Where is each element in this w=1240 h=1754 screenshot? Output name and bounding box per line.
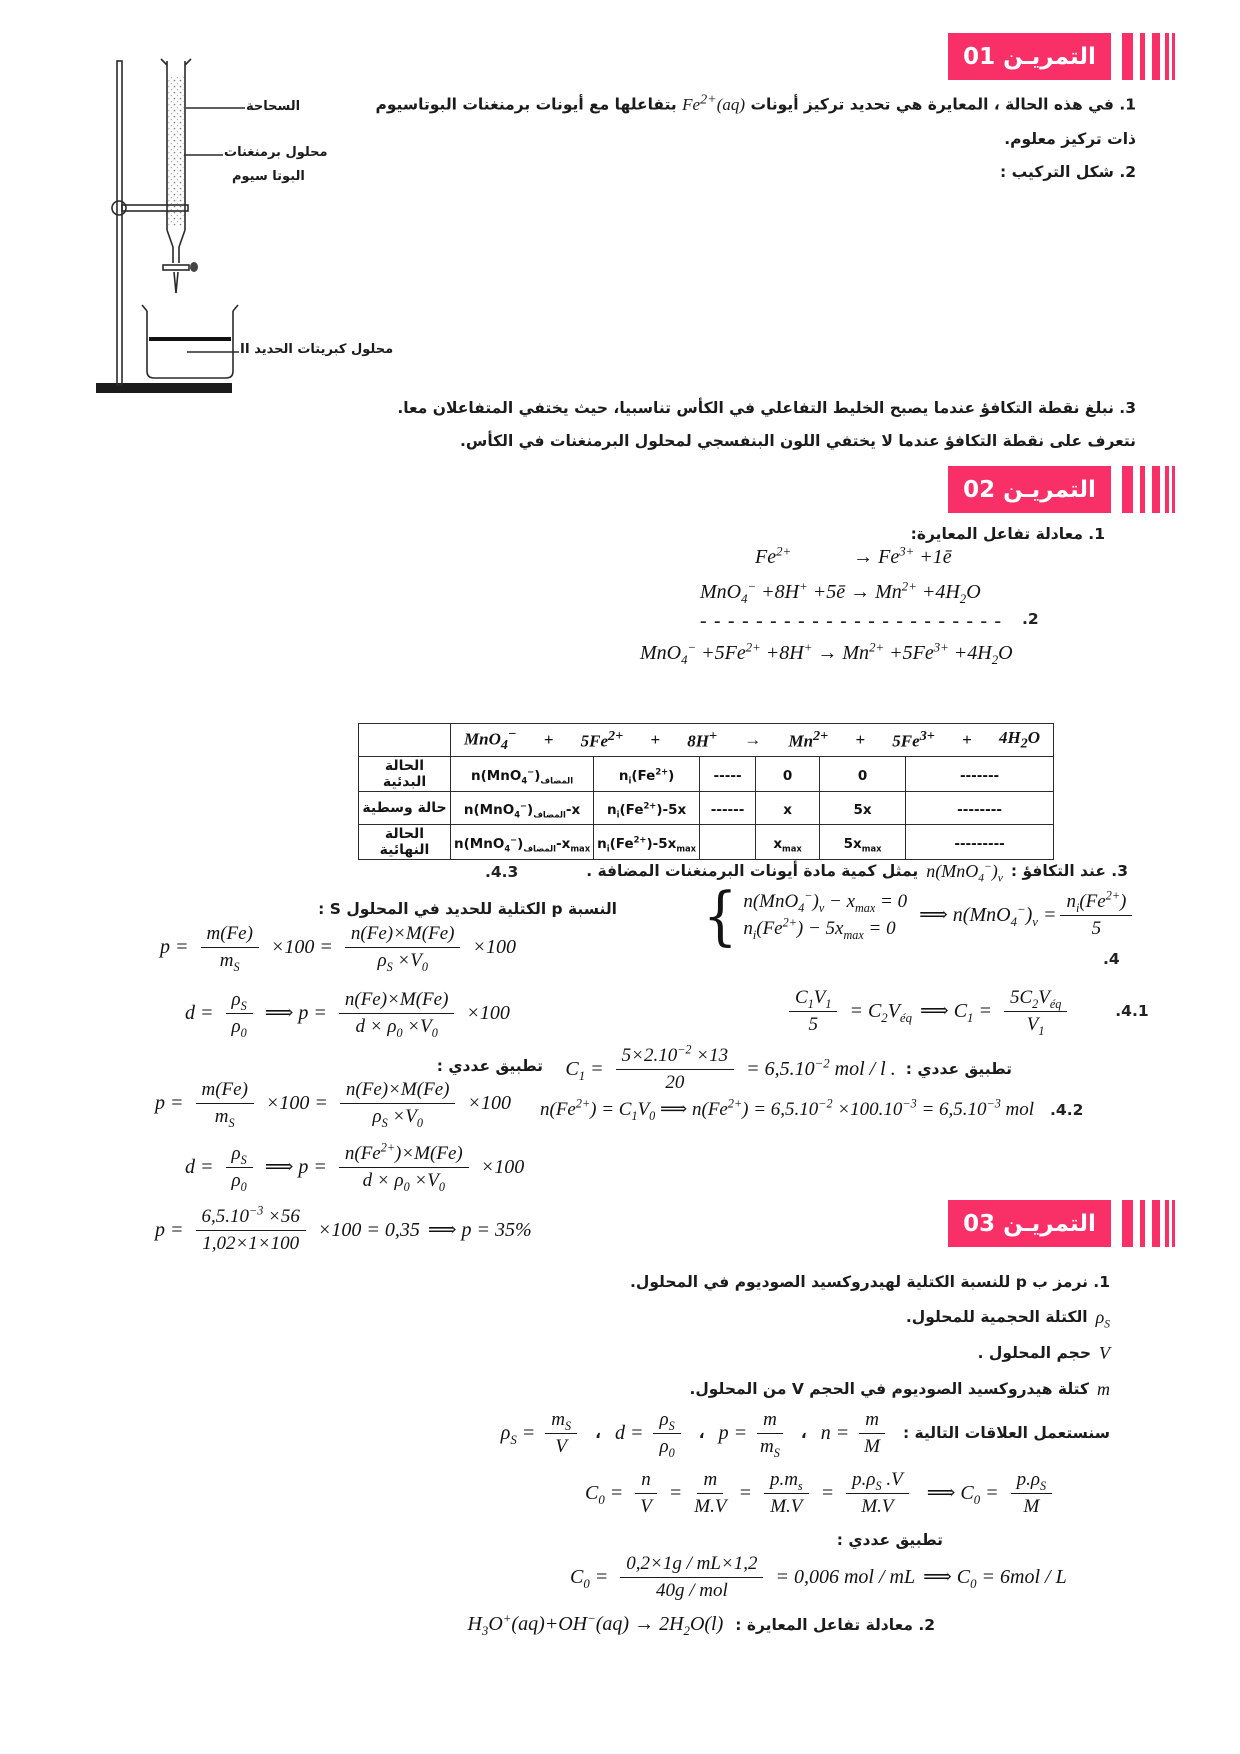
ex3-answer-2: 2. معادلة تفاعل المعايرة : $H_3O^+(aq)+OH^-(aq) \to 2H_2O(l)$ <box>467 1611 935 1638</box>
burette-liquid <box>169 77 184 227</box>
table-corner-cell <box>359 724 451 757</box>
formula-4-2: $n(Fe^{2+}) = C_1V_0$ ⟹ $n(Fe^{2+}) = 6,5.10^{-2} \times 100.10^{-3} = 6,5.10^{-3}$ mol .4.2 <box>540 1096 1084 1123</box>
p-numeric-result: p = $\frac{6,5.10^{-3} \times 56}{1,02\times 1\times 100}$ ×100 = 0,35 ⟹ p = 35% <box>155 1203 532 1254</box>
d-formula-2: d = $\frac{\rho_S}{\rho_0}$ ⟹ p = $\frac{n(Fe^{2+})\times M(Fe)}{d \times \rho_0 \times V_0}$ ×100 <box>185 1140 525 1194</box>
ex1-answer-3-line1: 3. نبلغ نقطة التكافؤ عندما يصبح الخليط التفاعلي في الكأس تناسبيا، حيث يختفي المتفاعلان معا. <box>397 399 1136 417</box>
burette-label: السحاحة <box>246 99 301 114</box>
relation-p: p = $\frac{m}{m_S}$ <box>719 1408 787 1459</box>
formula-4-1: $\frac{C_1V_1}{5}$ = $C_2V_{éq}$ ⟹ $C_1$ = $\frac{5C_2V_{éq}}{V_1}$ .4.1 <box>785 986 1149 1037</box>
stand-rod <box>117 61 122 385</box>
ex3-volume-definition: V حجم المحلول . <box>977 1343 1110 1363</box>
exercise-01-banner-title: التمريـن 01 <box>963 43 1096 70</box>
reaction-progress-table <box>358 723 1054 860</box>
relation-d: d = $\frac{\rho_S}{\rho_0}$ <box>615 1408 685 1459</box>
permanganate-label-line1: محلول برمنغنات <box>224 145 328 160</box>
ex2-answer-3: 3. عند التكافؤ : $n(MnO_4^-)_v$ يمثل كمية مادة أيونات البرمنغنات المضافة . <box>586 861 1128 885</box>
overall-equation: $MnO_4^- +5Fe^{2+} +8H^+ \to Mn^{2+} +5Fe^{3+} +4H_2O$ <box>640 640 1013 667</box>
exercise-02-banner-title: التمريـن 02 <box>963 476 1096 503</box>
c0-derivation-chain: $C_0$ = $\frac{n}{V}$ = $\frac{m}{M.V}$ = $\frac{p.m_s}{M.V}$ = $\frac{p.\rho_S .V}{M.V}$ ⟹ $C_0$ = $\frac{p.\rho_S}{M}$ <box>585 1468 1056 1519</box>
burette-tip <box>174 272 178 293</box>
p-formula-1: p = $\frac{m(Fe)}{m_S}$ ×100 = $\frac{n(Fe)\times M(Fe)}{\rho_S \times V_0}$ ×100 <box>160 923 516 974</box>
formula-4-1-application: تطبيق عددي : $C_1$ = $\frac{5\times 2.10^{-2} \times 13}{20}$ = $6,5.10^{-2}$ mol / l . <box>565 1042 1012 1093</box>
ex2-marker-4-3: .4.3 <box>485 863 519 881</box>
relation-rho: $\rho_S$ = $\frac{m_S}{V}$ <box>501 1408 581 1459</box>
exercise-02-banner <box>948 466 1175 513</box>
table-row-final: الحالة النهائية $n(MnO_4^-)_{المضاف}-x_{max}$ $n_i(Fe^{2+})-5x_{max}$ $x_{max}$ $5x_{max}$ --------- <box>359 825 1054 860</box>
ex2-marker-4-2: .4.2 <box>1050 1100 1084 1119</box>
ex1-answers-block <box>350 84 1136 188</box>
beaker <box>142 305 238 378</box>
exercise-03-banner <box>948 1200 1175 1247</box>
equation-separator-dashes: – – – – – – – – – – – – – – – – – – – – – – <box>700 615 1003 630</box>
burette <box>161 59 198 293</box>
ex2-marker-4-1: .4.1 <box>1115 1002 1149 1021</box>
ex1-answer-3-line2: نتعرف على نقطة التكافؤ عندما لا يختفي اللون البنفسجي لمحلول البرمنغنات في الكأس. <box>460 431 1136 450</box>
ex1-answer-3 <box>350 392 1136 458</box>
ex2-marker-4: .4 <box>1103 950 1120 968</box>
relation-n: n = $\frac{m}{M}$ <box>821 1408 889 1459</box>
banner-stripes <box>1122 33 1175 80</box>
equivalence-system: { $n(MnO_4^-)_v - x_{max} = 0$ $n_i(Fe^{2+}) - 5x_{max} = 0$ ⟹ $n(MnO_4^-)_v$ = $\frac{n_i(Fe^{2+})}{5}$ <box>703 884 1136 947</box>
ex2-question-2-marker: .2 <box>1022 610 1039 628</box>
exercise-02-banner-box <box>948 466 1111 513</box>
iron-solution-label: محلول كبريتات الحديد II <box>240 342 394 357</box>
c0-numeric-result: $C_0$ = $\frac{0,2\times 1g / mL\times 1,2}{\text{40g / mol}}$ = 0,006 mol / mL ⟹ $C_0 = 6mol / L$ <box>570 1553 1067 1601</box>
fe2-aq-math: $Fe^{2+}(aq)$ <box>682 91 746 114</box>
table-row-initial: الحالة البدئية $n(MnO_4^-)_{المضاف}$ $n_i(Fe^{2+})$ ----- 0 0 ------- <box>359 757 1054 792</box>
ex3-relations-line: سنستعمل العلاقات التالية : n = $\frac{m}{M}$ ، p = $\frac{m}{m_S}$ ، d = $\frac{\rho_S}{\rho_0}$ ، $\rho_S$ = $\frac{m_S}{V}$ <box>500 1409 1110 1460</box>
ex3-rho-definition: $\rho_S$ الكتلة الحجمية للمحلول. <box>905 1307 1110 1331</box>
half-reaction-reduction: MnO$_4$− +8H+ +5ē → $Mn^{2+} +4H_2O$ <box>700 579 981 606</box>
ex3-numeric-application-label: تطبيق عددي : <box>836 1531 943 1549</box>
stopcock <box>163 262 198 272</box>
exercise-03-banner-title: التمريـن 03 <box>963 1210 1096 1237</box>
exercise-03-banner-box <box>948 1200 1111 1247</box>
permanganate-label-line2: البوتا سيوم <box>232 169 305 184</box>
ex1-answer-1: 1. في هذه الحالة ، المعايرة هي تحديد تركيز أيونات $Fe^{2+}(aq)$ بتفاعلها مع أيونات برمنغنات البوتاسيوم ذات تركيز معلوم. <box>375 91 1136 148</box>
d-formula-1: d = $\frac{\rho_S}{\rho_0}$ ⟹ p = $\frac{n(Fe)\times M(Fe)}{d \times \rho_0 \times V_0}$ ×100 <box>185 989 510 1040</box>
ex2-numeric-application-label: تطبيق عددي : <box>436 1057 543 1075</box>
half-reaction-oxidation: $Fe^{2+}$ → $Fe^{3+}$ +1ē <box>755 544 952 568</box>
ex3-mass-definition: m كتلة هيدروكسيد الصوديوم في الحجم V من المحلول. <box>689 1379 1110 1399</box>
banner-stripes <box>1122 466 1175 513</box>
table-header-row <box>359 724 1054 757</box>
table-equation-header: MnO$_4$− + $5Fe^{2+}$ + 8H+ → $Mn^{2+}$ + $5Fe^{3+}$ + $4H_2O$ <box>451 724 1054 757</box>
p-formula-2: p = $\frac{m(Fe)}{m_S}$ ×100 = $\frac{n(Fe)\times M(Fe)}{\rho_S \times V_0}$ ×100 <box>155 1079 511 1130</box>
ex1-answer-2: 2. شكل التركيب : <box>999 162 1136 181</box>
system-brace: { <box>703 878 738 953</box>
ex2-4-3-title: النسبة p الكتلية للحديد في المحلول S : <box>318 900 617 918</box>
exercise-01-banner-box <box>948 33 1111 80</box>
table-row-intermediate: حالة وسطية $n(MnO_4^-)_{المضاف}-x$ $n_i(Fe^{2+})-5x$ ------ x 5x -------- <box>359 792 1054 825</box>
banner-stripes <box>1122 1200 1175 1247</box>
ex2-question-1: 1. معادلة تفاعل المعايرة: <box>910 525 1105 543</box>
ex3-answer-1: 1. نرمز ب p للنسبة الكتلية لهيدروكسيد الصوديوم في المحلول. <box>630 1273 1110 1291</box>
ni-fe-over-5-fraction: $\frac{n_i(Fe^{2+})}{5}$ <box>1060 890 1132 941</box>
exercise-01-banner <box>948 33 1175 80</box>
